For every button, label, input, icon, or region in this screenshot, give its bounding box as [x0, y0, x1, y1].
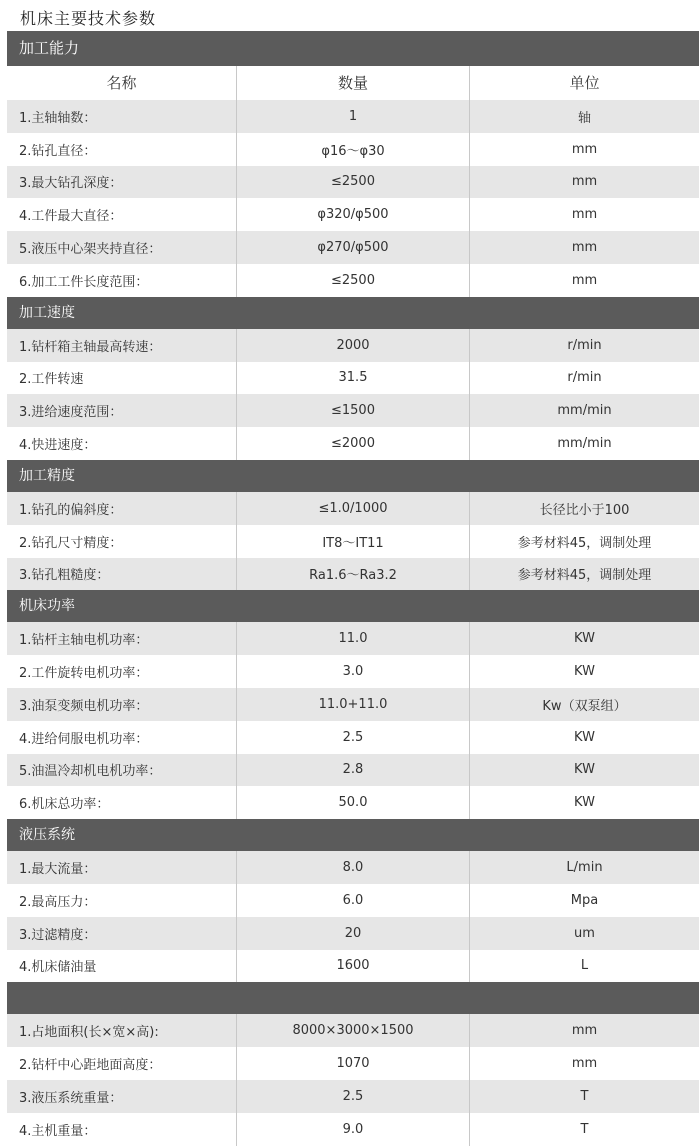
param-name: 3.液压系统重量： — [7, 1080, 237, 1113]
column-header-quantity: 数量 — [237, 66, 470, 100]
param-unit: 参考材料45，调制处理 — [517, 568, 652, 584]
param-unit: mm — [571, 207, 598, 223]
param-name: 6.加工工件长度范围： — [7, 264, 237, 297]
param-value: 11.0+11.0 — [237, 688, 470, 721]
table-row — [7, 329, 699, 362]
param-unit: mm — [571, 272, 598, 288]
table-row — [7, 655, 699, 688]
param-value: 11.0 — [237, 622, 470, 655]
param-name: 3.钻孔粗糙度： — [7, 558, 237, 591]
param-unit: KW — [574, 664, 595, 680]
param-name: 1.钻杆主轴电机功率： — [7, 622, 237, 655]
param-value: 50.0 — [237, 786, 470, 819]
param-value: φ270/φ500 — [237, 231, 470, 264]
param-value: 1 — [237, 100, 470, 133]
param-name: 2.最高压力： — [7, 884, 237, 917]
param-unit: L/min — [566, 860, 603, 876]
param-name: 3.过滤精度： — [7, 917, 237, 950]
param-unit: mm — [571, 141, 598, 157]
table-row — [7, 754, 699, 787]
section-header: 加工精度 — [7, 460, 699, 492]
param-name: 1.钻杆箱主轴最高转速： — [7, 329, 237, 362]
param-value: φ320/φ500 — [237, 198, 470, 231]
table-row — [7, 394, 699, 427]
param-name: 5.油温冷却机电机功率： — [7, 754, 237, 787]
table-row — [7, 1047, 699, 1080]
param-unit: mm — [571, 1023, 598, 1039]
section-header: 加工速度 — [7, 297, 699, 329]
table-row — [7, 100, 699, 133]
param-unit: 参考材料45，调制处理 — [517, 535, 652, 551]
param-value: 9.0 — [237, 1113, 470, 1146]
param-unit: Mpa — [570, 892, 599, 908]
table-row — [7, 558, 699, 591]
param-value: 20 — [237, 917, 470, 950]
param-name: 3.进给速度范围： — [7, 394, 237, 427]
param-name: 4.机床储油量 — [7, 950, 237, 983]
table-row — [7, 1080, 699, 1113]
param-unit: 长径比小于100 — [539, 502, 630, 518]
column-headers — [7, 66, 699, 100]
table-row — [7, 786, 699, 819]
table-row — [7, 362, 699, 395]
table-row — [7, 231, 699, 264]
param-value: 2.8 — [237, 754, 470, 787]
param-name: 5.液压中心架夹持直径： — [7, 231, 237, 264]
table-row — [7, 492, 699, 525]
param-unit: um — [574, 925, 595, 941]
param-value: Ra1.6～Ra3.2 — [237, 558, 470, 591]
param-value: ≤2500 — [237, 166, 470, 199]
table-row — [7, 525, 699, 558]
param-unit: KW — [574, 729, 595, 745]
table-row — [7, 721, 699, 754]
param-name: 2.工件旋转电机功率： — [7, 655, 237, 688]
param-value: 3.0 — [237, 655, 470, 688]
param-unit: mm — [571, 240, 598, 256]
param-name: 4.快进速度： — [7, 427, 237, 460]
param-name: 2.钻孔尺寸精度： — [7, 525, 237, 558]
param-name: 2.工件转速 — [7, 362, 237, 395]
table-row — [7, 198, 699, 231]
param-name: 4.工件最大直径： — [7, 198, 237, 231]
param-name: 1.主轴轴数： — [7, 100, 237, 133]
section-header: 机床功率 — [7, 590, 699, 622]
table-row — [7, 264, 699, 297]
param-value: IT8～IT11 — [237, 525, 470, 558]
param-value: ≤1500 — [237, 394, 470, 427]
param-name: 4.进给伺服电机功率： — [7, 721, 237, 754]
param-value: 1070 — [237, 1047, 470, 1080]
table-row — [7, 917, 699, 950]
param-value: 8000×3000×1500 — [237, 1014, 470, 1047]
param-name: 3.油泵变频电机功率： — [7, 688, 237, 721]
param-value: 1600 — [237, 950, 470, 983]
param-value: φ16～φ30 — [237, 133, 470, 166]
param-unit: mm — [571, 174, 598, 190]
section-header: 加工能力 — [7, 31, 699, 66]
page-title: 机床主要技术参数 — [20, 9, 157, 28]
param-value: 6.0 — [237, 884, 470, 917]
column-header-name: 名称 — [7, 66, 237, 100]
param-value: ≤2500 — [237, 264, 470, 297]
param-value: 2.5 — [237, 721, 470, 754]
param-name: 2.钻杆中心距地面高度： — [7, 1047, 237, 1080]
section-header: 液压系统 — [7, 819, 699, 851]
spec-table — [7, 31, 699, 1146]
param-name: 6.机床总功率： — [7, 786, 237, 819]
param-value: 31.5 — [237, 362, 470, 395]
param-unit: r/min — [567, 370, 602, 386]
param-unit: mm/min — [557, 403, 612, 419]
column-header-unit: 单位 — [569, 74, 600, 92]
param-name: 3.最大钻孔深度： — [7, 166, 237, 199]
param-unit: mm/min — [557, 436, 612, 452]
table-row — [7, 950, 699, 983]
table-row — [7, 1113, 699, 1146]
table-row — [7, 166, 699, 199]
param-unit: L — [580, 958, 589, 974]
table-row — [7, 851, 699, 884]
table-row — [7, 1014, 699, 1047]
param-unit: Kw（双泵组） — [542, 698, 627, 714]
param-name: 2.钻孔直径： — [7, 133, 237, 166]
section-header — [7, 982, 699, 1014]
param-unit: KW — [574, 795, 595, 811]
param-value: 8.0 — [237, 851, 470, 884]
param-value: ≤2000 — [237, 427, 470, 460]
param-name: 1.最大流量： — [7, 851, 237, 884]
param-unit: r/min — [567, 337, 602, 353]
param-unit: mm — [571, 1056, 598, 1072]
table-row — [7, 688, 699, 721]
param-unit: T — [580, 1088, 589, 1104]
param-unit: T — [580, 1121, 589, 1137]
table-row — [7, 133, 699, 166]
table-row — [7, 427, 699, 460]
param-value: ≤1.0/1000 — [237, 492, 470, 525]
param-value: 2000 — [237, 329, 470, 362]
param-name: 4.主机重量： — [7, 1113, 237, 1146]
table-row — [7, 622, 699, 655]
param-value: 2.5 — [237, 1080, 470, 1113]
param-unit: KW — [574, 762, 595, 778]
table-row — [7, 884, 699, 917]
param-unit: KW — [574, 631, 595, 647]
param-unit: 轴 — [577, 110, 591, 126]
param-name: 1.占地面积(长×宽×高): — [7, 1014, 237, 1047]
param-name: 1.钻孔的偏斜度： — [7, 492, 237, 525]
